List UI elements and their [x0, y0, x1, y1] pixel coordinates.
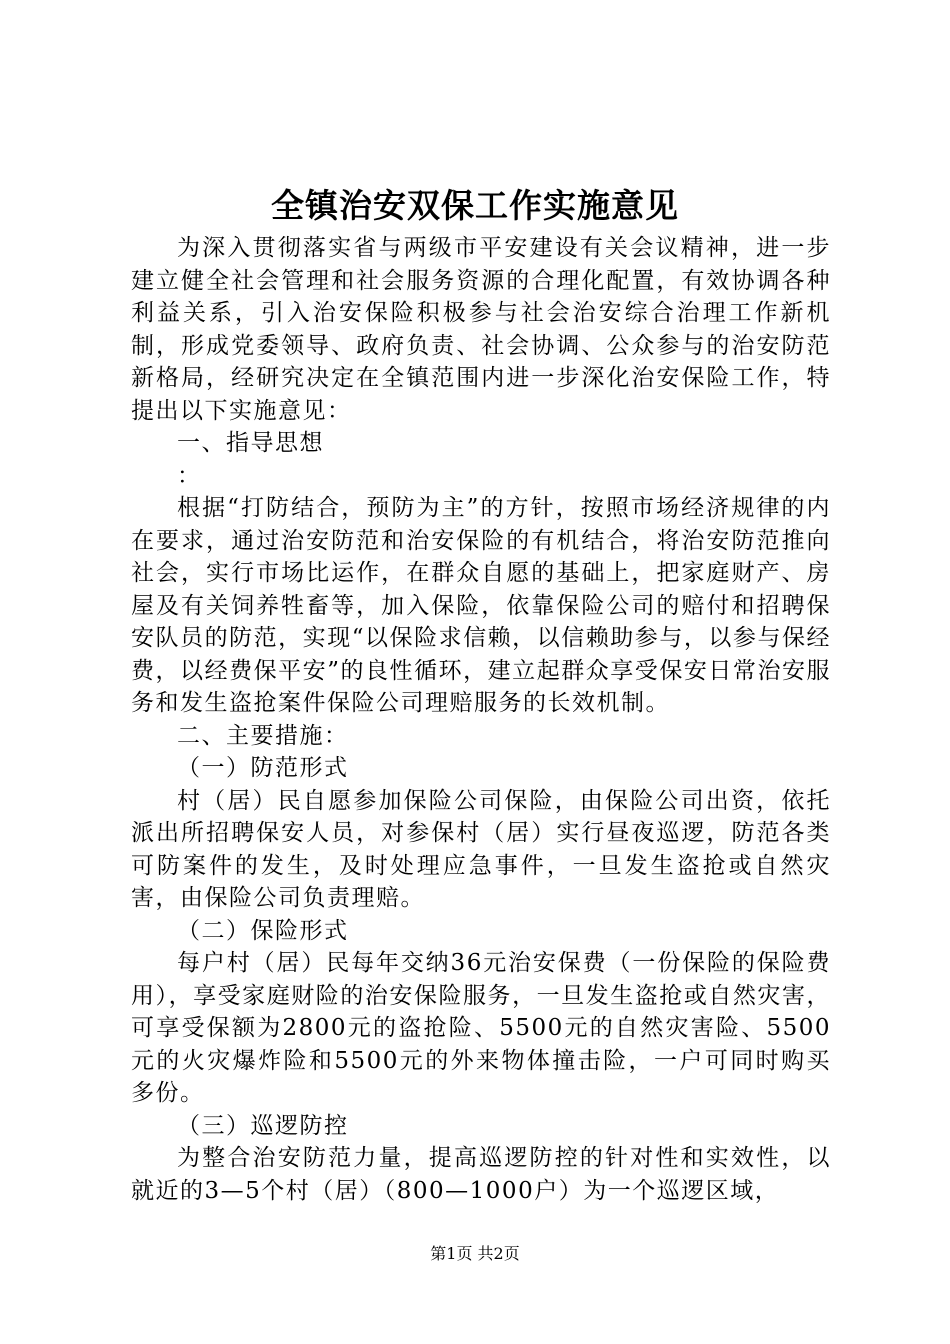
section-heading-guiding-ideology: 一、指导思想	[177, 430, 324, 456]
patrol-control-paragraph: 为整合治安防范力量，提高巡逻防控的针对性和实效性，以就近的3—5个村（居）（800—1000户）为一个巡逻区域，	[131, 1145, 831, 1204]
prevention-form-paragraph: 村（居）民自愿参加保险公司保险，由保险公司出资，依托派出所招聘保安人员，对参保村（居）实行昼夜巡逻，防范各类可防案件的发生，及时处理应急事件，一旦发生盗抢或自然灾害，由保险公司负责理赔。	[131, 787, 831, 911]
document-title: 全镇治安双保工作实施意见	[271, 186, 679, 225]
subheading-patrol-control: （三）巡逻防控	[177, 1112, 349, 1139]
intro-paragraph: 为深入贯彻落实省与两级市平安建设有关会议精神，进一步建立健全社会管理和社会服务资源的合理化配置，有效协调各种利益关系，引入治安保险积极参与社会治安综合治理工作新机制，形成党委领导、政府负责、社会协调、公众参与的治安防范新格局，经研究决定在全镇范围内进一步深化治安保险工作，特提出以下实施意见：	[131, 235, 831, 424]
guiding-ideology-paragraph: 根据“打防结合，预防为主”的方针，按照市场经济规律的内在要求，通过治安防范和治安保险的有机结合，将治安防范推向社会，实行市场比运作，在群众自愿的基础上，把家庭财产、房屋及有关饲养牲畜等，加入保险，依靠保险公司的赔付和招聘保安队员的防范，实现“以保险求信赖，以信赖助参与，以参与保经费，以经费保平安”的良性循环，建立起群众享受保安日常治安服务和发生盗抢案件保险公司理赔服务的长效机制。	[131, 495, 831, 716]
document-body	[131, 232, 831, 1207]
stray-colon: ：	[177, 462, 200, 489]
section-heading-main-measures: 二、主要措施：	[177, 722, 349, 749]
subheading-prevention-form: （一）防范形式	[177, 755, 349, 781]
insurance-form-paragraph: 每户村（居）民每年交纳36元治安保费（一份保险的保险费用），享受家庭财险的治安保险服务，一旦发生盗抢或自然灾害，可享受保额为2800元的盗抢险、5500元的自然灾害险、5500元的火灾爆炸险和5500元的外来物体撞击险，一户可同时购买多份。	[131, 950, 831, 1106]
page-footer: 第1页 共2页	[430, 1244, 520, 1263]
subheading-insurance-form: （二）保险形式	[177, 917, 349, 944]
